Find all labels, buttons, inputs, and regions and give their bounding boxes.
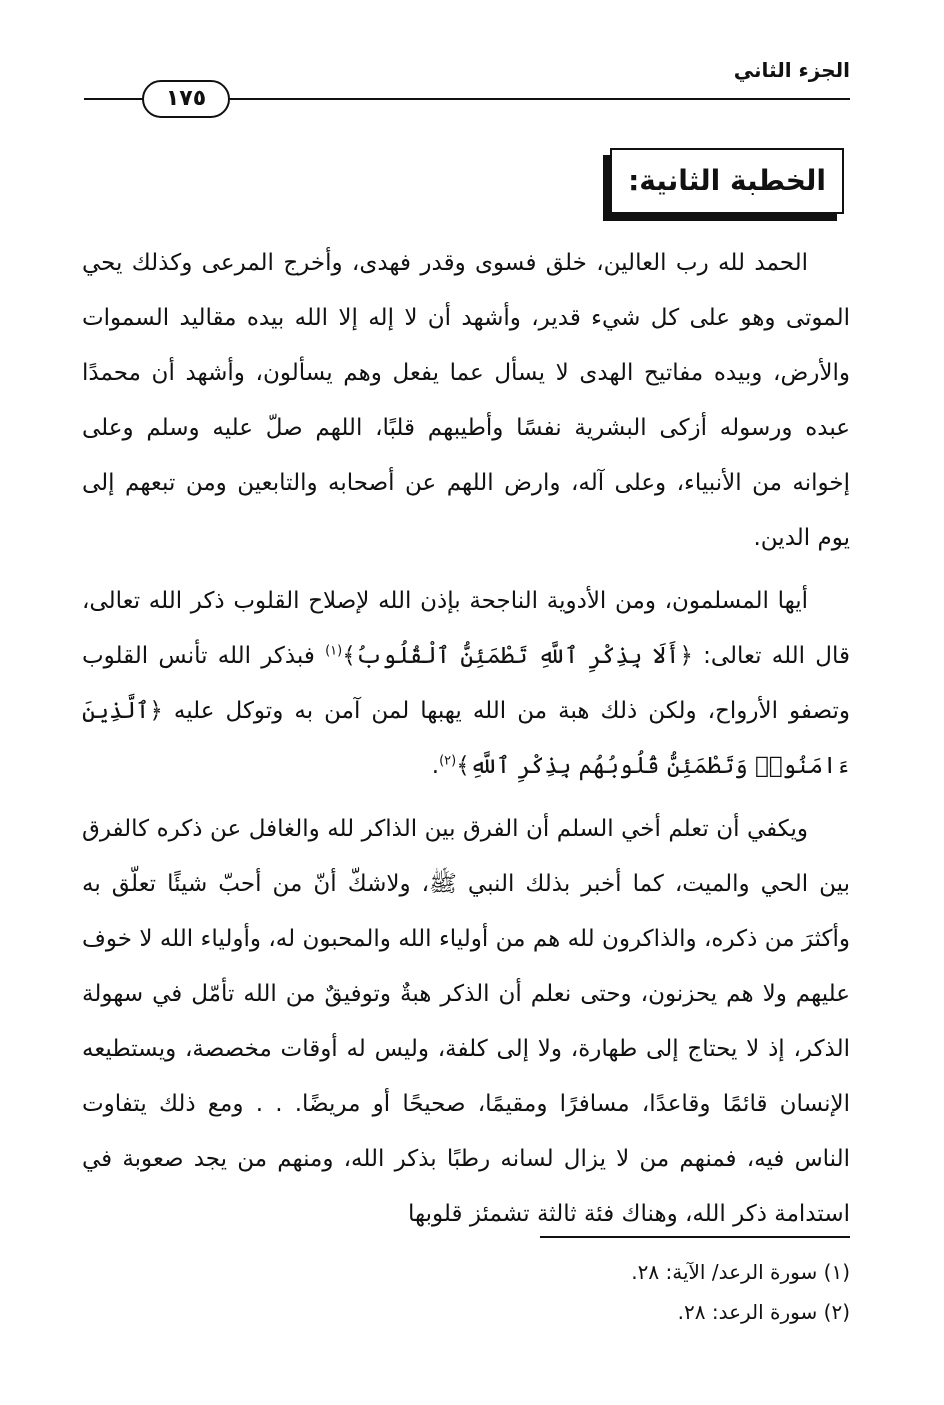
footnote-ref: (٢) xyxy=(439,753,457,769)
paragraph-text: . xyxy=(431,753,440,779)
footnotes xyxy=(250,1252,850,1332)
footnote: (٢) سورة الرعد: ٢٨. xyxy=(677,1300,850,1324)
running-title: الجزء الثاني xyxy=(733,58,850,82)
paragraph-opening-praise: الحمد لله رب العالين، خلق فسوى وقدر فهدى، وأخرج المرعى وكذلك يحي الموتى وهو على كل شيء قدير، وأشهد أن لا إله إلا الله بيده مقاليد السموات والأرض، وبيده مفاتيح الهدى لا يسأل عما يفعل وهم يسألون، وأشهد أن محمدًا عبده ورسوله أزكى البشرية نفسًا وأطيبهم قلبًا، اللهم صلّ عليه وسلم وعلى إخوانه من الأنبياء، وعلى آله، وارض اللهم عن أصحابه والتابعين ومن تبعهم إلى يوم الدين. xyxy=(82,250,850,551)
section-heading: الخطبة الثانية: xyxy=(610,148,844,214)
quran-quote: ﴿ٱلَّذِينَ ءَامَنُوا۟ وَتَطْمَئِنُّ قُلُوبُهُم بِذِكْرِ ٱللَّهِ﴾ xyxy=(82,698,850,779)
footnote-rule xyxy=(540,1236,850,1238)
footnote-ref: (١) xyxy=(325,643,343,659)
quran-quote: ﴿أَلَا بِذِكْرِ ٱللَّهِ تَطْمَئِنُّ ٱلْقُلُوبُ﴾ xyxy=(342,643,693,669)
paragraph-dhikr-ease: ويكفي أن تعلم أخي السلم أن الفرق بين الذاكر لله والغافل عن ذكره كالفرق بين الحي والميت، كما أخبر بذلك النبي ﷺ، ولاشكّ أنّ من أحبّ شيئًا تعلّق به وأكثرَ من ذكره، والذاكرون لله هم من أولياء الله والمحبون له، وأولياء الله لا خوف عليهم ولا هم يحزنون، وحتى نعلم أن الذكر هبةٌ وتوفيقٌ من الله تأمّل في سهولة الذكر، إذ لا يحتاج إلى طهارة، ولا إلى كلفة، وليس له أوقات مخصصة، ويستطيعه الإنسان قائمًا وقاعدًا، مسافرًا ومقيمًا، صحيحًا أو مريضًا. . . ومع ذلك يتفاوت الناس فيه، فمنهم من لا يزال لسانه رطبًا بذكر الله، ومنهم من يجد صعوبة في استدامة ذكر الله، وهناك فئة ثالثة تشمئز قلوبها xyxy=(82,816,850,1227)
paragraph-text: أيها المسلمون، ومن الأدوية الناجحة بإذن الله لإصلاح القلوب ذكر الله تعالى، قال الله تعالى: xyxy=(82,588,850,669)
paragraph-remembrance xyxy=(82,574,850,794)
paragraph-text: فبذكر الله تأنس القلوب وتصفو الأرواح، ولكن ذلك هبة من الله يهبها لمن آمن به وتوكل عليه xyxy=(82,643,850,724)
body-text xyxy=(82,236,850,1250)
footnote: (١) سورة الرعد/ الآية: ٢٨. xyxy=(631,1260,850,1284)
page-number: ١٧٥ xyxy=(142,80,230,118)
